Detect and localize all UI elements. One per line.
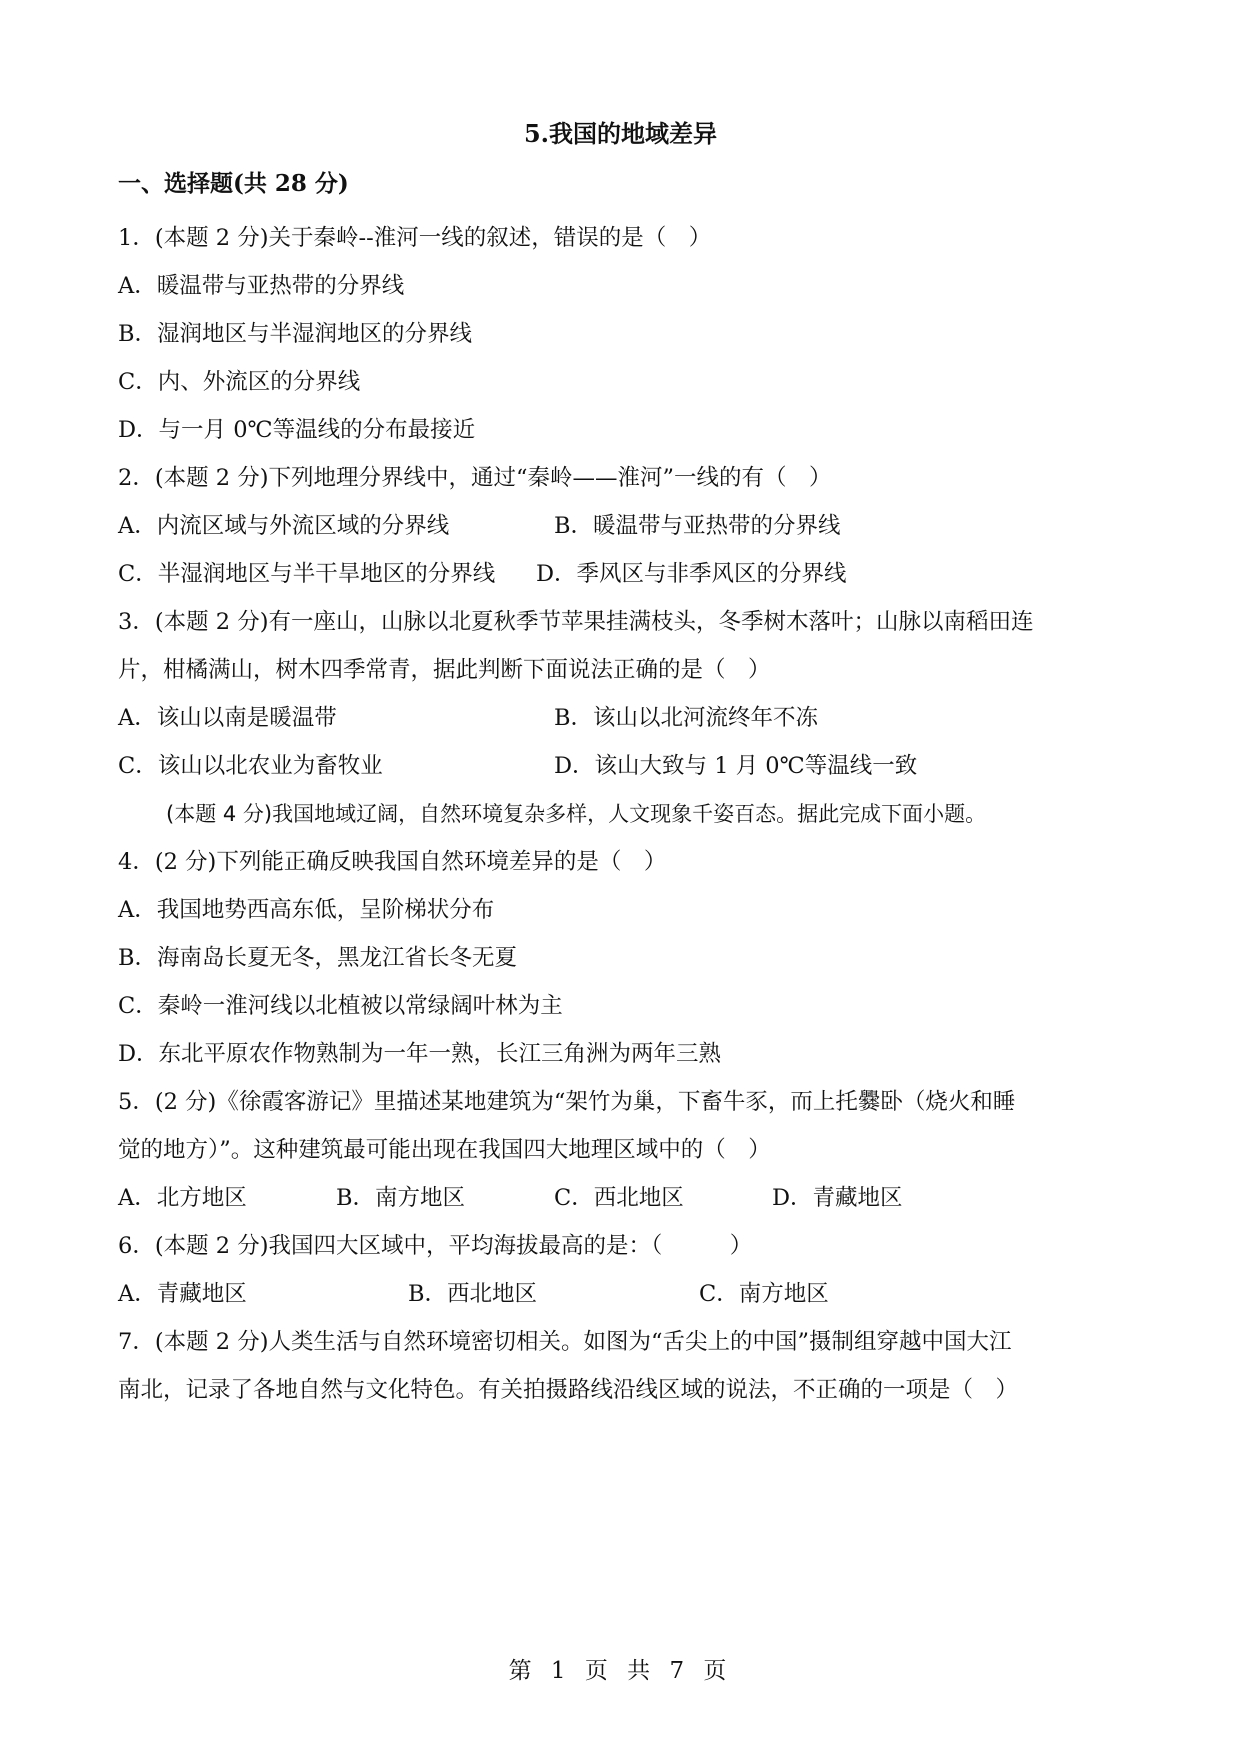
question-4-option-d: D．东北平原农作物熟制为一年一熟，长江三角洲为两年三熟 — [118, 1041, 722, 1067]
question-5-option-c: C．西北地区 — [554, 1185, 684, 1211]
question-7-stem-line-2: 南北，记录了各地自然与文化特色。有关拍摄路线沿线区域的说法，不正确的一项是（ ） — [118, 1377, 1019, 1403]
page-title: 5.我国的地域差异 — [523, 119, 718, 148]
question-7-stem-line-1: 7．(本题 2 分)人类生活与自然环境密切相关。如图为“舌尖上的中国”摄制组穿越中国大江 — [118, 1329, 1012, 1355]
question-4-option-c: C．秦岭一淮河线以北植被以常绿阔叶林为主 — [118, 993, 563, 1019]
question-1-option-b: B．湿润地区与半湿润地区的分界线 — [118, 321, 473, 347]
question-group-intro: (本题 4 分)我国地域辽阔，自然环境复杂多样，人文现象千姿百态。据此完成下面小题。 — [166, 802, 987, 826]
question-2-stem: 2．(本题 2 分)下列地理分界线中，通过“秦岭——淮河”一线的有（ ） — [118, 465, 832, 491]
question-6-option-b: B．西北地区 — [408, 1281, 538, 1307]
question-3-options-row-2 — [118, 742, 1128, 790]
question-3-stem-line-1: 3．(本题 2 分)有一座山，山脉以北夏秋季节苹果挂满枝头，冬季树木落叶；山脉以南稻田连 — [118, 609, 1034, 635]
question-2-option-b: B．暖温带与亚热带的分界线 — [554, 513, 841, 539]
question-4-option-b: B．海南岛长夏无冬，黑龙江省长冬无夏 — [118, 945, 518, 971]
question-1-option-a: A．暖温带与亚热带的分界线 — [118, 273, 405, 299]
question-5-option-a: A．北方地区 — [118, 1185, 247, 1211]
question-5-option-d: D．青藏地区 — [772, 1185, 903, 1211]
question-3-option-a: A．该山以南是暖温带 — [118, 705, 337, 731]
question-5-option-b: B．南方地区 — [336, 1185, 466, 1211]
question-3-option-b: B．该山以北河流终年不冻 — [554, 705, 819, 731]
question-3-options-row-1 — [118, 694, 1128, 742]
question-1-option-d: D．与一月 0℃等温线的分布最接近 — [118, 417, 476, 443]
question-2-options-row-1 — [118, 502, 1128, 550]
section-heading: 一、选择题(共 28 分) — [118, 170, 349, 197]
question-3-option-c: C．该山以北农业为畜牧业 — [118, 753, 383, 779]
question-4-option-a: A．我国地势西高东低，呈阶梯状分布 — [118, 897, 495, 923]
question-2-option-c: C．半湿润地区与半干旱地区的分界线 — [118, 561, 496, 587]
question-6-options-row — [118, 1270, 1128, 1318]
question-5-stem-line-1: 5．(2 分)《徐霞客游记》里描述某地建筑为“架竹为巢，下畜牛豕，而上托爨卧（烧火和睡 — [118, 1089, 1016, 1115]
question-2-option-a: A．内流区域与外流区域的分界线 — [118, 513, 450, 539]
question-list — [118, 214, 1128, 1414]
question-1-option-c: C．内、外流区的分界线 — [118, 369, 361, 395]
question-4-stem: 4．(2 分)下列能正确反映我国自然环境差异的是（ ） — [118, 849, 667, 875]
question-2-option-d: D．季风区与非季风区的分界线 — [536, 561, 847, 587]
question-2-options-row-2 — [118, 550, 1128, 598]
question-3-option-d: D．该山大致与 1 月 0℃等温线一致 — [554, 753, 918, 779]
question-6-option-c: C．南方地区 — [699, 1281, 829, 1307]
question-3-stem-line-2: 片，柑橘满山，树木四季常青，据此判断下面说法正确的是（ ） — [118, 657, 771, 683]
question-5-options-row — [118, 1174, 1128, 1222]
page-footer: 第 1 页 共 7 页 — [508, 1658, 733, 1684]
question-6-option-a: A．青藏地区 — [118, 1281, 247, 1307]
question-1-stem: 1．(本题 2 分)关于秦岭--淮河一线的叙述，错误的是（ ） — [118, 225, 712, 251]
question-6-stem: 6．(本题 2 分)我国四大区域中，平均海拔最高的是：（ ） — [118, 1233, 753, 1259]
question-5-stem-line-2: 觉的地方）”。这种建筑最可能出现在我国四大地理区域中的（ ） — [118, 1137, 771, 1163]
